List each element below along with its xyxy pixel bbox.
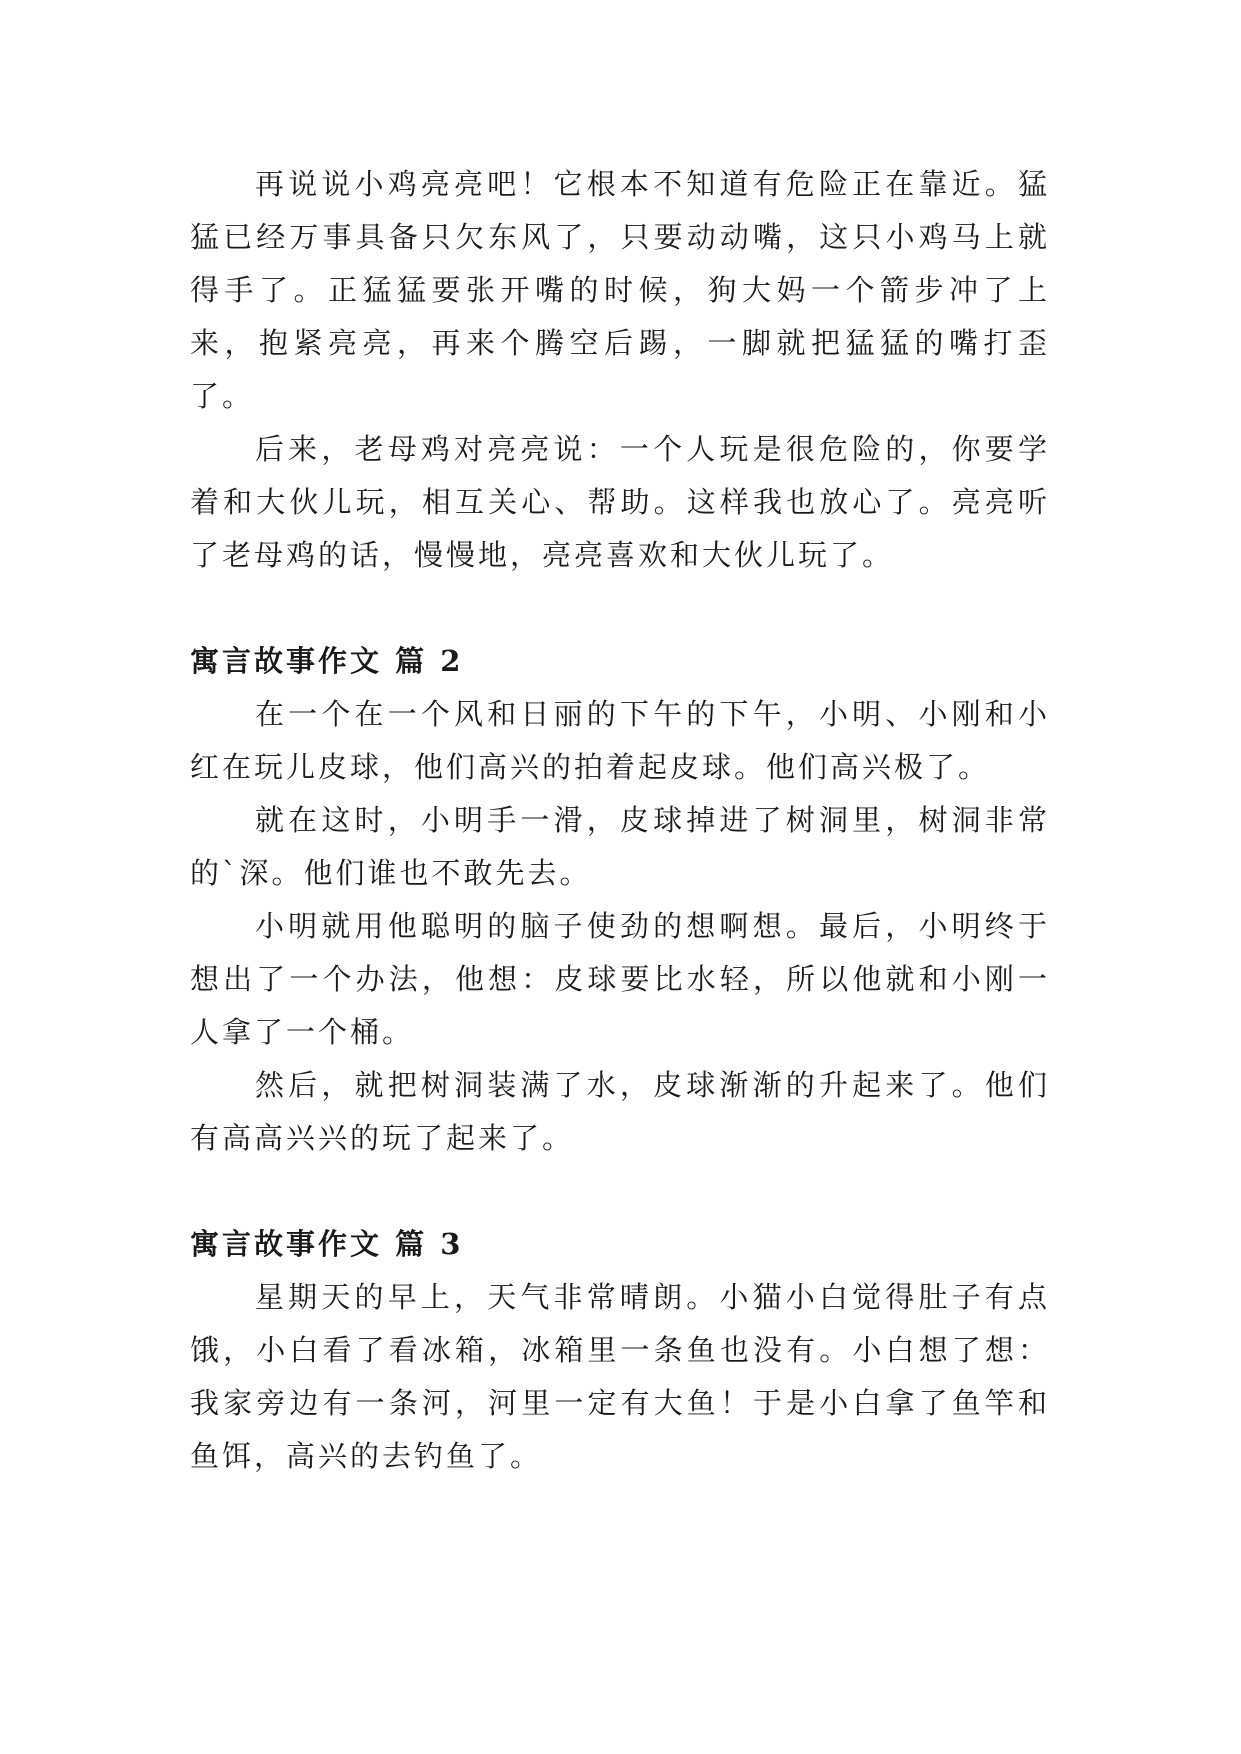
paragraph: 在一个在一个风和日丽的下午的下午，小明、小刚和小红在玩儿皮球，他们高兴的拍着起皮球。他们高兴极了。 <box>190 697 1050 784</box>
section-title: 寓言故事作文 篇 2 <box>190 644 464 678</box>
paragraph: 星期天的早上，天气非常晴朗。小猫小白觉得肚子有点饿，小白看了看冰箱，冰箱里一条鱼也没有。小白想了想：我家旁边有一条河，河里一定有大鱼！于是小白拿了鱼竿和鱼饵，高兴的去钓鱼了。 <box>190 1280 1050 1473</box>
paragraph: 就在这时，小明手一滑，皮球掉进了树洞里，树洞非常的`深。他们谁也不敢先去。 <box>190 803 1050 890</box>
paragraph: 后来，老母鸡对亮亮说：一个人玩是很危险的，你要学着和大伙儿玩，相互关心、帮助。这样我也放心了。亮亮听了老母鸡的话，慢慢地，亮亮喜欢和大伙儿玩了。 <box>190 432 1050 572</box>
paragraph: 然后，就把树洞装满了水，皮球渐渐的升起来了。他们有高高兴兴的玩了起来了。 <box>190 1068 1050 1155</box>
section-title: 寓言故事作文 篇 3 <box>190 1227 464 1261</box>
paragraph: 再说说小鸡亮亮吧！它根本不知道有危险正在靠近。猛猛已经万事具备只欠东风了，只要动动嘴，这只小鸡马上就得手了。正猛猛要张开嘴的时候，狗大妈一个箭步冲了上来，抱紧亮亮，再来个腾空后踢，一脚就把猛猛的嘴打歪了。 <box>190 167 1050 413</box>
paragraph: 小明就用他聪明的脑子使劲的想啊想。最后，小明终于想出了一个办法，他想：皮球要比水轻，所以他就和小刚一人拿了一个桶。 <box>190 909 1050 1049</box>
document-body <box>190 158 1050 1483</box>
